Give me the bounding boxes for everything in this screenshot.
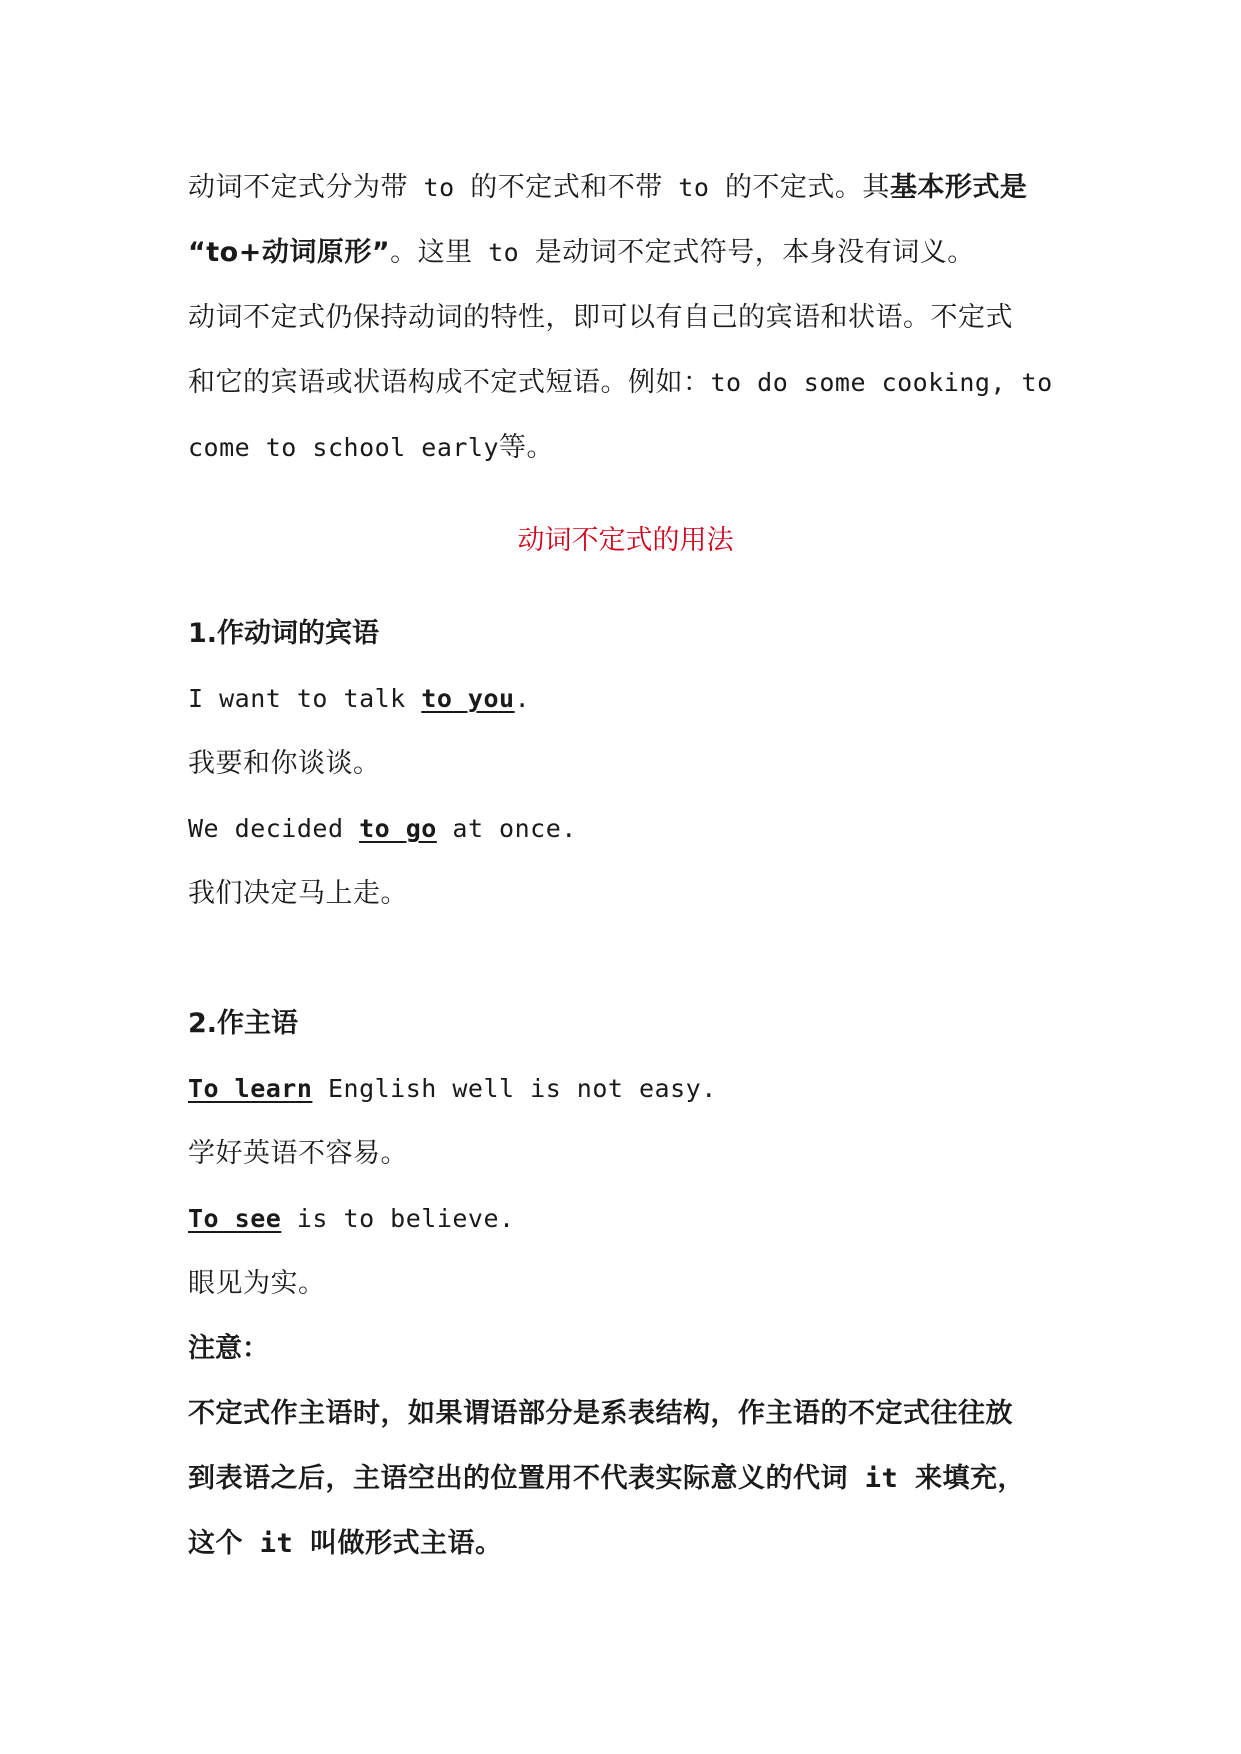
intro-to: to — [472, 238, 535, 267]
example-text: is to believe. — [281, 1204, 515, 1233]
intro-line-2 — [188, 220, 1063, 285]
document-page — [188, 155, 1063, 1576]
intro-to: to — [662, 173, 725, 202]
note-text: 到表语之后，主语空出的位置用不代表实际意义的代词 — [188, 1463, 848, 1494]
example-underlined: to go — [359, 814, 437, 843]
example-text: I want to talk — [188, 684, 422, 713]
intro-example-phrase: come to school early — [188, 433, 500, 462]
section-heading: 动词不定式的用法 — [517, 525, 734, 556]
note-text: 不定式作主语时，如果谓语部分是系表结构，作主语的不定式往往放 — [188, 1398, 1013, 1429]
intro-text: 和它的宾语或状语构成不定式短语。例如： — [188, 367, 711, 398]
example-translation: 我们决定马上走。 — [188, 878, 408, 909]
intro-line-1 — [188, 155, 1063, 220]
intro-text: 动词不定式仍保持动词的特性，即可以有自己的宾语和状语。不定式 — [188, 302, 1013, 333]
note-line-1 — [188, 1381, 1063, 1446]
intro-text: 动词不定式分为带 — [188, 172, 408, 203]
note-label: 注意： — [188, 1333, 269, 1364]
section-1-title: 1.作动词的宾语 — [188, 618, 380, 649]
example-underlined: To see — [188, 1204, 282, 1233]
intro-text: 的不定式和不带 — [470, 172, 663, 203]
example-sentence — [188, 1186, 1063, 1251]
example-text: . — [514, 684, 531, 713]
example-translation: 眼见为实。 — [188, 1268, 326, 1299]
intro-text: 等。 — [499, 432, 555, 463]
example-translation: 我要和你谈谈。 — [188, 748, 381, 779]
intro-bold-formula: “to+动词原形” — [188, 237, 391, 268]
note-text: 叫做形式主语。 — [310, 1528, 503, 1559]
intro-text: 是动词不定式符号，本身没有词义。 — [534, 237, 975, 268]
example-text: English well is not easy. — [312, 1074, 717, 1103]
note-line-2 — [188, 1446, 1063, 1511]
example-underlined: To learn — [188, 1074, 313, 1103]
note-line-3 — [188, 1511, 1063, 1576]
example-sentence — [188, 796, 1063, 861]
example-text: at once. — [436, 814, 577, 843]
note-it: it — [243, 1528, 311, 1559]
example-underlined: to you — [421, 684, 515, 713]
note-text: 这个 — [188, 1528, 243, 1559]
intro-text: 的不定式。其 — [724, 172, 890, 203]
intro-line-5 — [188, 415, 1063, 480]
intro-bold-text: 基本形式是 — [889, 172, 1028, 203]
intro-text: 。这里 — [390, 237, 473, 268]
example-text: We decided — [188, 814, 360, 843]
section-2-title: 2.作主语 — [188, 1008, 299, 1039]
note-it: it — [848, 1463, 916, 1494]
intro-to: to — [408, 173, 471, 202]
example-sentence — [188, 1056, 1063, 1121]
intro-example-phrase: to do some cooking, to — [710, 368, 1053, 397]
intro-line-3 — [188, 285, 1063, 350]
example-sentence — [188, 666, 1063, 731]
note-text: 来填充， — [915, 1463, 1026, 1494]
example-translation: 学好英语不容易。 — [188, 1138, 408, 1169]
intro-line-4 — [188, 350, 1063, 415]
